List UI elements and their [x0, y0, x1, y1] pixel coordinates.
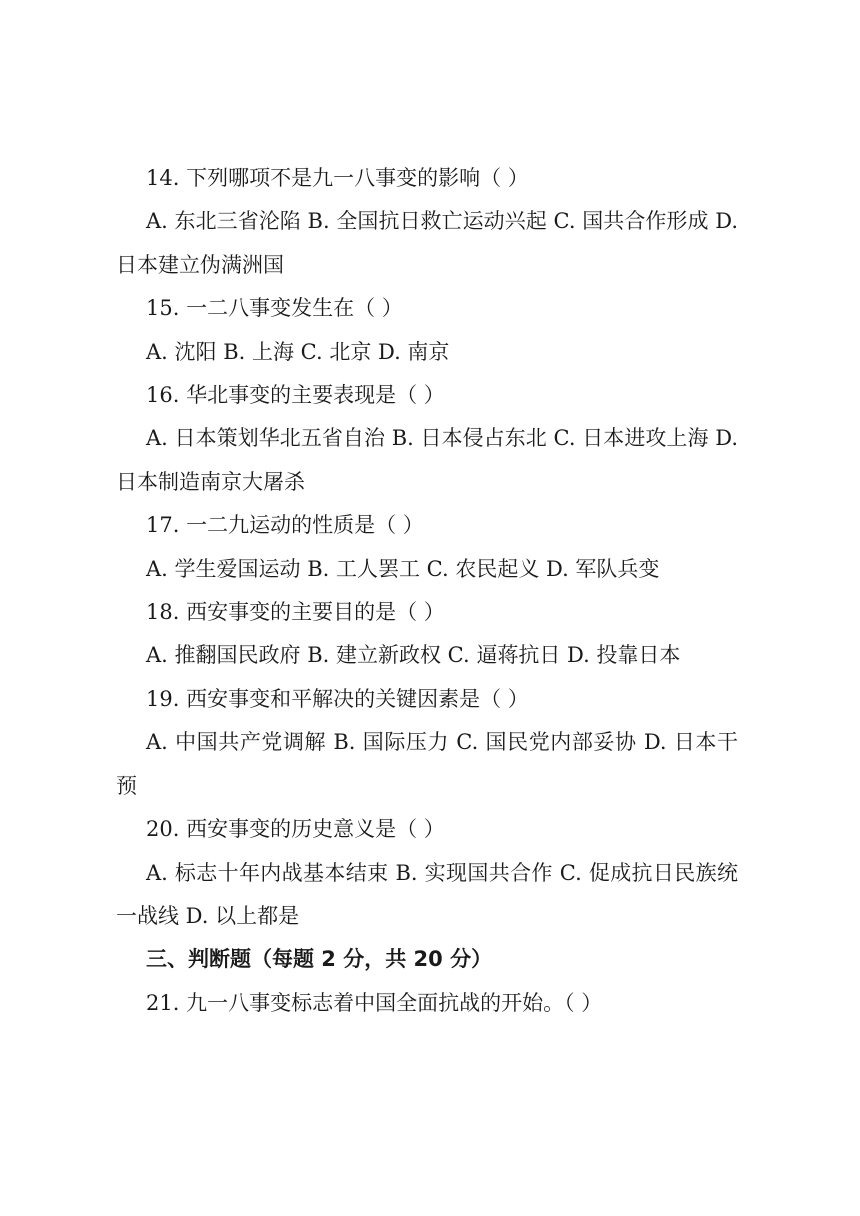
- exam-content: [116, 157, 738, 1025]
- question-16-options: A. 日本策划华北五省自治 B. 日本侵占东北 C. 日本进攻上海 D. 日本制造南京大屠杀: [116, 426, 738, 494]
- question-19-options: A. 中国共产党调解 B. 国际压力 C. 国民党内部妥协 D. 日本干预: [116, 730, 738, 798]
- question-18-options: A. 推翻国民政府 B. 建立新政权 C. 逼蒋抗日 D. 投靠日本: [146, 643, 681, 668]
- question-17-stem: 17. 一二九运动的性质是（ ）: [146, 513, 424, 538]
- question-15-options: A. 沈阳 B. 上海 C. 北京 D. 南京: [146, 339, 450, 364]
- question-17-options: A. 学生爱国运动 B. 工人罢工 C. 农民起义 D. 军队兵变: [146, 556, 660, 581]
- question-19-stem: 19. 西安事变和平解决的关键因素是（ ）: [146, 686, 529, 711]
- question-14-options: A. 东北三省沦陷 B. 全国抗日救亡运动兴起 C. 国共合作形成 D. 日本建立伪满洲国: [116, 209, 738, 277]
- question-14-stem: 14. 下列哪项不是九一八事变的影响（ ）: [146, 166, 529, 190]
- question-18-stem: 18. 西安事变的主要目的是（ ）: [146, 600, 445, 625]
- section-three-heading: 三、判断题（每题 2 分，共 20 分）: [146, 947, 493, 972]
- question-20-options: A. 标志十年内战基本结束 B. 实现国共合作 C. 促成抗日民族统一战线 D. 以上都是: [116, 860, 738, 928]
- question-20-stem: 20. 西安事变的历史意义是（ ）: [146, 817, 445, 842]
- question-16-stem: 16. 华北事变的主要表现是（ ）: [146, 383, 445, 408]
- question-15-stem: 15. 一二八事变发生在（ ）: [146, 296, 403, 321]
- question-21-stem: 21. 九一八事变标志着中国全面抗战的开始。（ ）: [146, 990, 603, 1015]
